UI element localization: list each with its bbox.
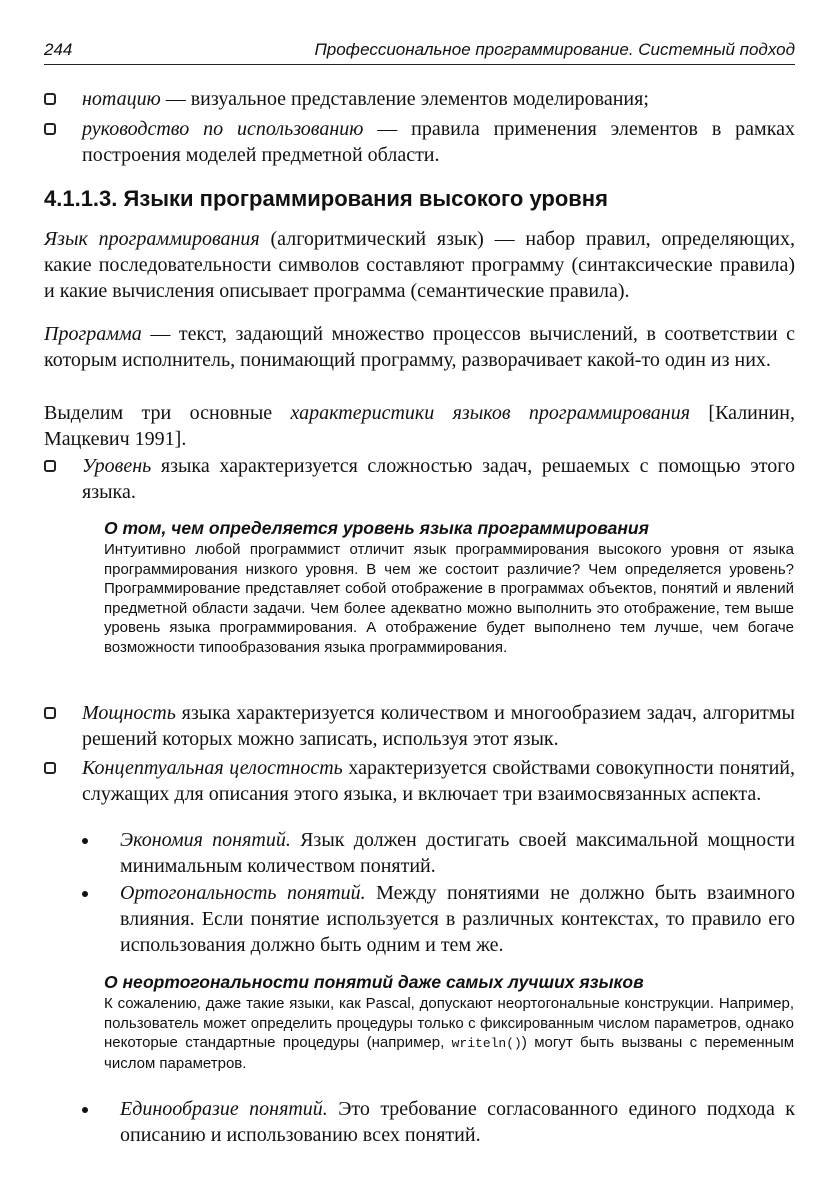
paragraph-text: (алгоритмический язык) — набор правил, определяющих, какие последовательности символов составляют программу (синтаксические правила) и какие вычисления описывает программа (семантические правила). [44, 228, 795, 302]
bullet-item [82, 880, 795, 958]
list-item [44, 755, 795, 807]
term: Мощность [82, 702, 176, 724]
term: Концептуальная целостность [82, 757, 343, 779]
section-heading: 4.1.1.3. Языки программирования высокого уровня [44, 186, 608, 211]
list-item [44, 116, 795, 168]
item-text: Язык должен достигать своей максимальной мощности минимальным количеством понятий. [120, 829, 796, 877]
checkbox-bullet-icon [44, 123, 56, 135]
list-item [44, 86, 795, 112]
paragraph-text: [Калинин, Мацкевич 1991]. [44, 402, 795, 450]
note-body [104, 994, 794, 1073]
term: нотацию [82, 88, 161, 110]
term: руководство по использованию [82, 118, 364, 140]
term: Экономия понятий. [120, 829, 291, 851]
note-text: ) могут быть вызваны с переменным числом параметров. [104, 1034, 795, 1072]
note-title: О том, чем определяется уровень языка программирования [104, 518, 649, 538]
running-title: Профессиональное программирование. Системный подход [314, 40, 795, 59]
item-text: — правила применения элементов в рамках построения моделей предметной области. [82, 118, 795, 166]
term: Ортогональность понятий. [120, 882, 366, 904]
list-item [44, 453, 795, 505]
item-text: характеризуется свойствами совокупности понятий, служащих для описания этого языка, и включает три взаимосвязанных аспекта. [82, 757, 795, 805]
item-text: — визуальное представление элементов моделирования; [160, 88, 649, 110]
checkbox-bullet-icon [44, 460, 56, 472]
item-text: Это требование согласованного единого подхода к описанию и использованию всех понятий. [120, 1098, 795, 1146]
checkbox-bullet-icon [44, 707, 56, 719]
list-item [44, 700, 795, 752]
page-number: 244 [44, 40, 73, 59]
paragraph-text: — текст, задающий множество процессов вычислений, в соответствии с которым исполнитель, понимающий программу, разворачивает какой-то один из них. [44, 323, 795, 371]
sidebar-note [104, 970, 794, 1073]
bullet-dot-icon [82, 891, 88, 897]
bullet-item [82, 1096, 795, 1148]
term: Язык программирования [44, 228, 260, 250]
term: характеристики языков программирования [290, 402, 691, 424]
paragraph-text: Выделим три основные [44, 402, 291, 424]
item-text: Между понятиями не должно быть взаимного влияния. Если понятие используется в различных контекстах, то правило его использования должно быть одним и тем же. [120, 882, 795, 956]
sidebar-note [104, 516, 794, 657]
note-body: Интуитивно любой программист отличит язык программирования высокого уровня от языка программирования низкого уровня. В чем же состоит различие? Чем определяется уровень? Программирование представляет собой отображение в программах объектов, понятий и явлений предметной области задачи. Чем более адекватно можно выполнить это отображение, тем выше уровень языка программирования. А отображение будет выполнено тем лучше, чем богаче возможности типообразования языка программирования. [104, 541, 794, 656]
term: Единообразие понятий. [120, 1098, 328, 1120]
inline-code: writeln() [451, 1036, 522, 1051]
paragraph [44, 226, 795, 304]
bullet-item [82, 827, 795, 879]
item-text: языка характеризуется сложностью задач, решаемых с помощью этого языка. [82, 455, 795, 503]
paragraph [44, 321, 795, 373]
bullet-dot-icon [82, 838, 88, 844]
term: Уровень [82, 455, 152, 477]
checkbox-bullet-icon [44, 762, 56, 774]
running-header [44, 38, 795, 65]
checkbox-bullet-icon [44, 93, 56, 105]
term: Программа [44, 323, 142, 345]
note-text: К сожалению, даже такие языки, как Pascal, допускают неортогональные конструкции. Например, пользователь может определить процедуры только с фиксированным числом параметров, однако некоторые стандартные процедуры (например, [104, 995, 794, 1051]
item-text: языка характеризуется количеством и многообразием задач, алгоритмы решений которых можно записать, используя этот язык. [82, 702, 795, 750]
note-title: О неортогональности понятий даже самых лучших языков [104, 972, 644, 992]
bullet-dot-icon [82, 1107, 88, 1113]
paragraph [44, 400, 795, 452]
